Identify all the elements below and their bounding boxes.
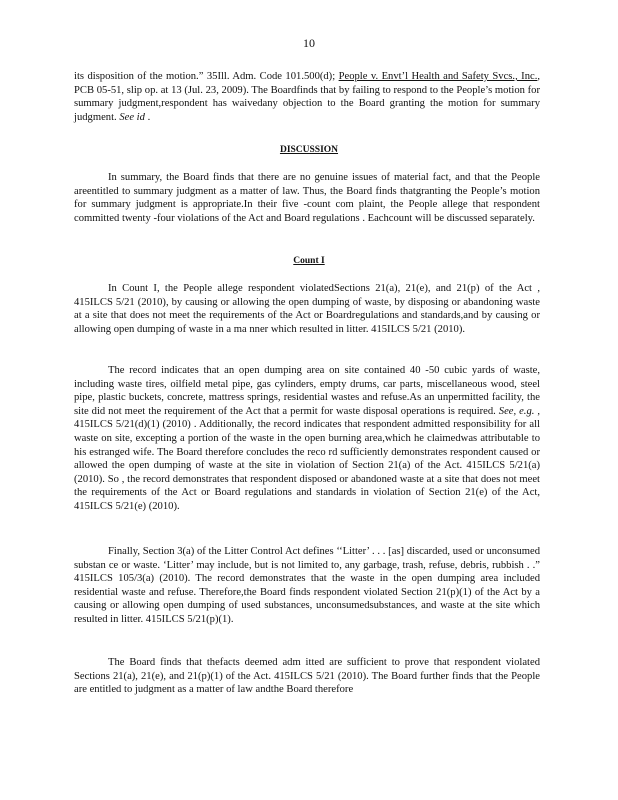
paragraph-finding: The Board finds that thefacts deemed adm itted are sufficient to prove that respondent violated Sections 21(a), 21(e), and 21(p)(1) of the Act. 415ILCS 5/21 (2010). The Board further finds that the People are entitled to judgment as a matter of law andthe Board therefore	[74, 657, 540, 696]
paragraph-count-one: In Count I, the People allege respondent violatedSections 21(a), 21(e), and 21(p) of the Act , 415ILCS 5/21 (2010), by causing or allowing the open dumping of waste, by disposing or abandoning waste at a site that does not meet the requirements of the Act or Boardregulations and standards,and by causing or allowing open dumping of waste in a ma nner which resulted in litter. 415ILCS 5/21 (2010).	[74, 283, 540, 335]
paragraph-litter: Finally, Section 3(a) of the Litter Control Act defines ‘‘Litter’ . . . [as] discarded, used or unconsumed substan ce or waste. ‘Litter’ may include, but is not limited to, any garbage, trash, refuse, debris, rubbish . .” 415ILCS 105/3(a) (2010). The record demonstrates that the waste in the open dumping area included residential waste and refuse. Therefore,the Board finds respondent violated Section 21(p)(1) of the Act by a causing or allowing open dumping of used substances, unconsumedsubstances, and waste at the site which resulted in litter. 415ILCS 5/21(p)(1).	[74, 546, 540, 625]
case-citation: People v. Envt’l Health and Safety Svcs., Inc.	[338, 71, 538, 82]
record-text-start: The record indicates that an open dumping area on site contained 40 -50 cubic yards of waste, including waste tires, oilfield metal pipe, gas cylinders, empty drums, car parts, miscellaneous wood, steel pipe, plastic buckets, concrete, mattress springs, residential wastes and refuse.As an unpermitted facility, the site did not meet the requirement of the Act that a permit for waste disposal operations is required.	[74, 365, 540, 417]
paragraph-summary: In summary, the Board finds that there are no genuine issues of material fact, and that the People areentitled to summary judgment as a matter of law. Thus, the Board finds thatgranting the People’s motion for summary judgment is appropriate.In their five -count com plaint, the People allege that respondent committed twenty -four violations of the Act and Board regulations . Eachcount will be discussed separately.	[74, 172, 540, 224]
heading-count-one: Count I	[293, 256, 325, 266]
paragraph-record	[74, 364, 540, 514]
motion-text-end: .	[144, 111, 151, 123]
motion-text-start: its disposition of the motion.” 35Ill. Adm. Code 101.500(d);	[74, 71, 339, 82]
see-id-citation: See id	[119, 111, 145, 123]
page-number: 10	[303, 36, 315, 50]
record-text-end: , 415ILCS 5/21(d)(1) (2010) . Additionally, the record indicates that respondent admitted responsibility for all waste on site, excepting a portion of the waste in the open burning area,which he claimedwas attributable to his estranged wife. The Board therefore concludes the reco rd sufficiently demonstrates respondent caused or allowed the open dumping of waste at the site in violation of Section 21(a) of the Act. 415ILCS 5/21(a) (2010). So , the record demonstrates that respondent disposed or abandoned waste at a site that does not meet the requirements of the Act or Board regulations and standards in violation of Section 21(e) of the Act, 415ILCS 5/21(e) (2010).	[74, 405, 541, 512]
paragraph-motion-waiver	[74, 70, 540, 124]
motion-text-middle: , PCB 05-51, slip op. at 13 (Jul. 23, 2009). The Boardfinds that by failing to respond to the People’s motion for summary judgment,respondent has waivedany objection to the Board granting the motion for summary judgment.	[74, 71, 540, 123]
heading-discussion: DISCUSSION	[279, 145, 339, 155]
see-eg-citation: See, e.g.	[498, 405, 535, 417]
